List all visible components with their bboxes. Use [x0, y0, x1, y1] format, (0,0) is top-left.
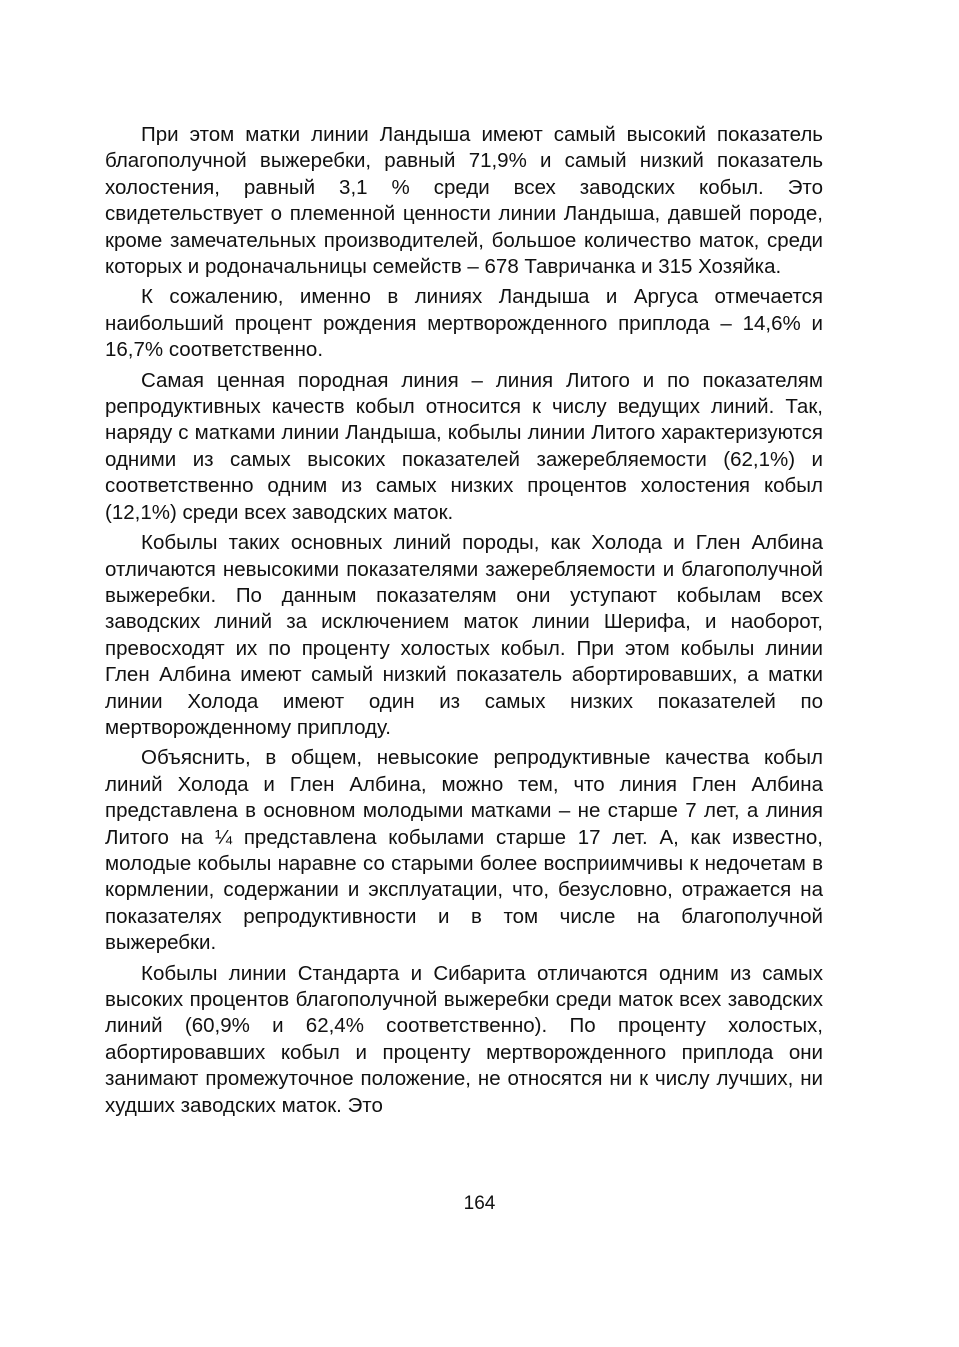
- page-number: 164: [463, 1193, 496, 1214]
- paragraph-3: Самая ценная породная линия – линия Литого и по показателям репродуктивных качеств кобыл относится к числу ведущих линий. Так, наряду с матками линии Ландыша, кобылы линии Литого характеризуются одними из самых высоких показателей зажеребляемости (62,1%) и соответственно одним из самых низких процентов холостения кобыл (12,1%) среди всех заводских маток.: [105, 368, 823, 524]
- paragraph-1: При этом матки линии Ландыша имеют самый высокий показатель благополучной выжеребки, равный 71,9% и самый низкий показатель холостения, равный 3,1 % среди всех заводских кобыл. Это свидетельствует о племенной ценности линии Ландыша, давшей породе, кроме замечательных производителей, большое количество маток, среди которых и родоначальницы семейств – 678 Тавричанка и 315 Хозяйка.: [105, 123, 823, 279]
- paragraph-5: Объяснить, в общем, невысокие репродуктивные качества кобыл линий Холода и Глен Албина, можно тем, что линия Глен Албина представлена в основном молодыми матками – не старше 7 лет, а линия Литого на ¼ представлена кобылами старше 17 лет. А, как известно, молодые кобылы наравне со старыми более восприимчивы к недочетам в кормлении, содержании и эксплуатации, что, безусловно, отражается на показателях репродуктивности и в том числе на благополучной выжеребки.: [105, 746, 823, 955]
- paragraph-2: К сожалению, именно в линиях Ландыша и Аргуса отмечается наибольший процент рождения мертворожденного приплода – 14,6% и 16,7% соответственно.: [105, 285, 823, 362]
- paragraph-4: Кобылы таких основных линий породы, как Холода и Глен Албина отличаются невысокими показателями зажеребляемости и благополучной выжеребки. По данным показателям они уступают кобылам всех заводских линий за исключением маток линии Шерифа, и наоборот, превосходят их по проценту холостых кобыл. При этом кобылы линии Глен Албина имеют самый низкий показатель абортировавших, а матки линии Холода имеют один из самых низких показателей по мертворожденному приплоду.: [105, 531, 823, 739]
- page-body: [105, 122, 823, 1123]
- paragraph-6: Кобылы линии Стандарта и Сибарита отличаются одним из самых высоких процентов благополучной выжеребки среди маток всех заводских линий (60,9% и 62,4% соответственно). По проценту холостых, абортировавших кобыл и проценту мертворожденного приплода они занимают промежуточное положение, не относятся ни к числу лучших, ни худших заводских маток. Это: [105, 961, 823, 1117]
